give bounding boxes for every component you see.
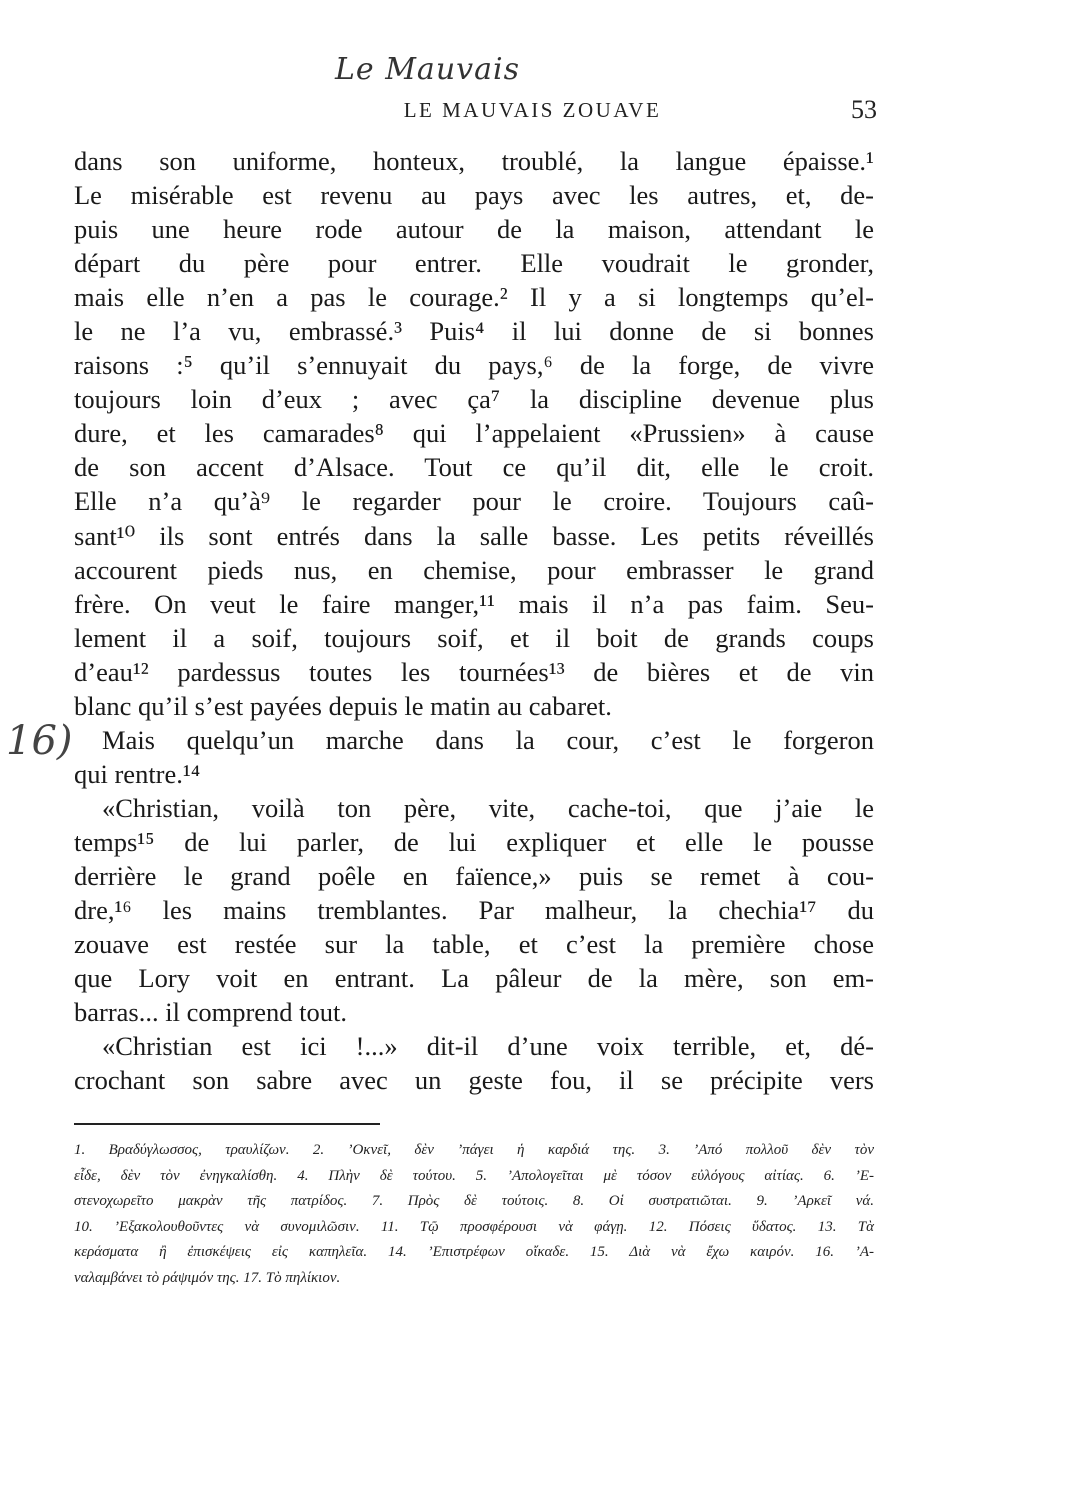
footnote-line: κεράσματα ἢ ἐπισκέψεις εἰς καπηλεῖα. 14. ’Επιστρέφων οἴκαδε. 15. Διὰ νὰ ἔχω καιρόν. 16. ’Α-: [74, 1244, 874, 1260]
footnote-line: 1. Βραδύγλωσσος, τραυλίζων. 2. ’Οκνεῖ, δὲν ’πάγει ἡ καρδιά της. 3. ’Από πολλοῦ δὲν τὸν: [74, 1142, 874, 1158]
text-line: accourent pieds nus, en chemise, pour embrasser le grand: [74, 554, 874, 585]
text-line: Elle n’a qu’à⁹ le regarder pour le croire. Toujours caû-: [74, 486, 874, 517]
text-line: derrière le grand poêle en faïence,» puis se remet à cou-: [74, 860, 874, 891]
page-number: 53: [851, 95, 877, 124]
handwritten-annotation: Le Mauvais: [335, 52, 520, 87]
text-line: départ du père pour entrer. Elle voudrait le gronder,: [74, 248, 874, 279]
text-line: barras... il comprend tout.: [74, 997, 348, 1028]
text-line: lement il a soif, toujours soif, et il boit de grands coups: [74, 622, 874, 653]
text-line: toujours loin d’eux ; avec ça⁷ la discipline devenue plus: [74, 384, 874, 415]
text-line: frère. On veut le faire manger,¹¹ mais il n’a pas faim. Seu-: [74, 588, 874, 619]
text-line: «Christian est ici !...» dit-il d’une voix terrible, et, dé-: [102, 1031, 874, 1062]
text-line: dure, et les camarades⁸ qui l’appelaient «Prussien» à cause: [74, 418, 874, 449]
text-line: dans son uniforme, honteux, troublé, la langue épaisse.¹: [74, 146, 874, 176]
text-line: zouave est restée sur la table, et c’est la première chose: [74, 929, 874, 960]
text-line: sant¹⁰ ils sont entrés dans la salle basse. Les petits réveillés: [74, 520, 874, 551]
text-line: que Lory voit en entrant. La pâleur de la mère, son em-: [74, 963, 874, 994]
text-line: blanc qu’il s’est payées depuis le matin au cabaret.: [74, 690, 612, 721]
text-line: Mais quelqu’un marche dans la cour, c’est le forgeron: [102, 724, 874, 755]
footnote-line: στενοχωρεῖτο μακρὰν τῆς πατρίδος. 7. Πρὸς δὲ τούτοις. 8. Οἱ συστρατιῶται. 9. ’Αρκεῖ νά.: [74, 1193, 874, 1209]
text-line: temps¹⁵ de lui parler, de lui expliquer et elle le pousse: [74, 826, 874, 857]
running-title: LE MAUVAIS ZOUAVE: [403, 98, 662, 122]
footnote-line: 10. ’Εξακολουθοῦντες νὰ συνομιλῶσιν. 11. Τῷ προσφέρουσι νὰ φάγῃ. 12. Πόσεις ὕδατος. 13. Τὰ: [74, 1218, 874, 1235]
text-line: mais elle n’en a pas le courage.² Il y a si longtemps qu’el-: [74, 282, 874, 313]
text-line: dre,¹⁶ les mains tremblantes. Par malheur, la chechia¹⁷ du: [74, 895, 874, 926]
text-line: d’eau¹² pardessus toutes les tournées¹³ de bières et de vin: [74, 656, 874, 687]
text-line: Le misérable est revenu au pays avec les autres, et, de-: [74, 180, 874, 211]
margin-handwriting: 16): [6, 718, 73, 764]
text-line: crochant son sabre avec un geste fou, il se précipite vers: [74, 1065, 874, 1096]
text-line: «Christian, voilà ton père, vite, cache-toi, que j’aie le: [102, 792, 874, 823]
text-line: de son accent d’Alsace. Tout ce qu’il dit, elle le croit.: [74, 452, 874, 483]
footnote-line: ναλαμβάνει τὸ ράψιμόν της. 17. Τὸ πηλίκιον.: [74, 1269, 341, 1286]
text-line: raisons :⁵ qu’il s’ennuyait du pays,⁶ de la forge, de vivre: [74, 350, 874, 381]
text-line: puis une heure rode autour de la maison, attendant le: [74, 214, 874, 245]
text-line: qui rentre.¹⁴: [74, 758, 201, 789]
text-line: le ne l’a vu, embrassé.³ Puis⁴ il lui donne de si bonnes: [74, 316, 874, 347]
footnote-line: εἶδε, δὲν τὸν ἐνηγκαλίσθη. 4. Πλὴν δὲ τούτου. 5. ’Απολογεῖται μὲ τόσον εὐλόγους αἰτίας. 6. ’Ε-: [74, 1167, 874, 1184]
main-text: [74, 144, 874, 1097]
footnotes: [74, 1138, 874, 1291]
footnote-rule: [74, 1123, 380, 1125]
